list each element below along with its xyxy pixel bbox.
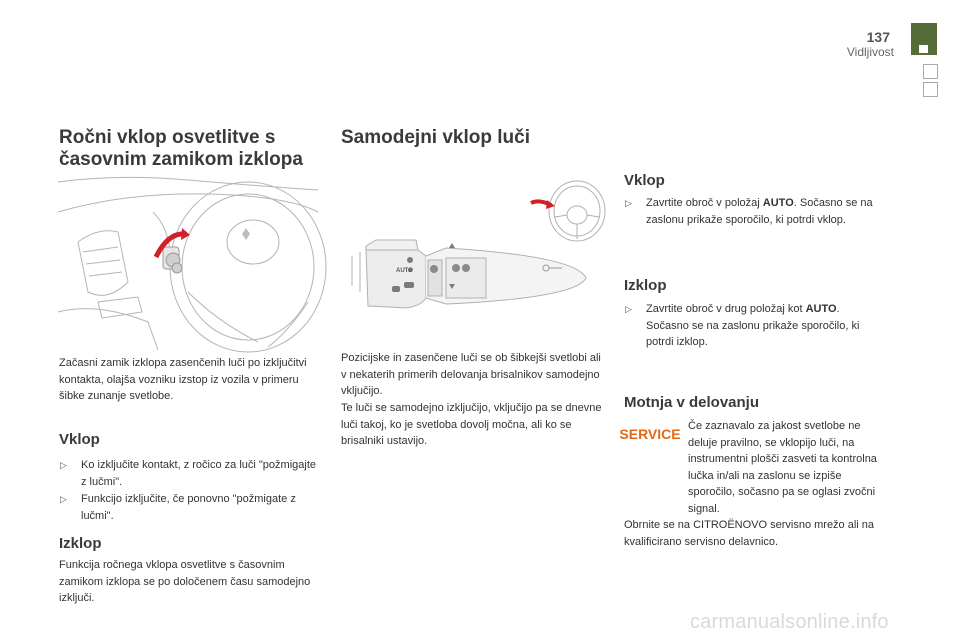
right-fault-heading: Motnja v delovanju xyxy=(624,394,760,411)
chapter-tab-box xyxy=(923,64,938,79)
watermark: carmanualsonline.info xyxy=(690,611,889,633)
left-off-text: Funkcija ročnega vklopa osvetlitve s časovnim zamikom izklopa se po določenem času samodejno izključi. xyxy=(59,559,311,604)
bullet-icon: ▷ xyxy=(60,460,67,470)
middle-title: Samodejni vklop luči xyxy=(341,127,530,148)
chapter-title: Vidljivost xyxy=(846,45,894,59)
middle-text-1: Pozicijske in zasenčene luči se ob šibkejši svetlobi ali v nekaterih primerih delovanja brisalnikov samodejno vključijo. xyxy=(341,352,601,397)
chapter-tab-box xyxy=(923,82,938,97)
dashboard-illustration xyxy=(58,172,318,350)
bullet-icon: ▷ xyxy=(625,198,632,208)
left-title-line-2: časovnim zamikom izklopa xyxy=(59,149,303,170)
right-on-list xyxy=(624,195,882,229)
right-fault-text-2: Obrnite se na CITROËNOVO servisno mrežo ali na kvalificirano servisno delavnico. xyxy=(624,519,875,548)
list-item: ▷ Ko izključite kontakt, z ročico za luči "požmigajte z lučmi". xyxy=(60,459,317,488)
left-on-heading: Vklop xyxy=(59,431,100,448)
right-on-heading: Vklop xyxy=(624,172,665,189)
right-off-list xyxy=(624,301,882,352)
left-title xyxy=(59,127,303,171)
list-item: ▷ Funkcijo izključite, če ponovno "požmigate z lučmi". xyxy=(60,493,296,522)
middle-text-2: Te luči se samodejno izključijo, vključijo pa se dnevne luči takoj, ko je svetloba dovolj močna, ali ko se brisalniki ustavijo. xyxy=(341,402,602,447)
steering-wheel-illustration xyxy=(529,177,607,247)
list-item: ▷ Zavrtite obroč v položaj AUTO. Sočasno se na zaslonu prikaže sporočilo, ki potrdi vklop. xyxy=(625,197,873,226)
left-title-line-1: Ročni vklop osvetlitve s xyxy=(59,127,276,148)
service-badge-label: SERVICE xyxy=(619,426,681,442)
page-number: 137 xyxy=(866,29,890,45)
list-item: ▷ Zavrtite obroč v drug položaj kot AUTO. Sočasno se na zaslonu prikaže sporočilo, ki potrdi izklop. xyxy=(625,303,860,348)
right-off-heading: Izklop xyxy=(624,277,667,294)
left-off-heading: Izklop xyxy=(59,535,102,552)
service-warning-icon xyxy=(619,426,681,442)
chapter-tab-marker xyxy=(919,45,928,53)
left-on-list xyxy=(59,457,317,525)
bullet-icon: ▷ xyxy=(60,494,67,504)
right-fault-text: Če zaznavalo za jakost svetlobe ne deluje pravilno, se vklopijo luči, na instrumentni plošči zasveti ta kontrolna lučka in/ali na zaslonu se izpiše sporočilo, sočasno pa se oglasi zvočni signal. xyxy=(688,420,877,515)
brand-logo-icon xyxy=(242,228,250,240)
left-intro: Začasni zamik izklopa zasenčenih luči po izključitvi kontakta, olajša vozniku izstop iz vozila v primeru šibke zunanje svetlobe. xyxy=(59,357,307,402)
bullet-icon: ▷ xyxy=(625,304,632,314)
auto-label: AUTO xyxy=(396,268,413,274)
